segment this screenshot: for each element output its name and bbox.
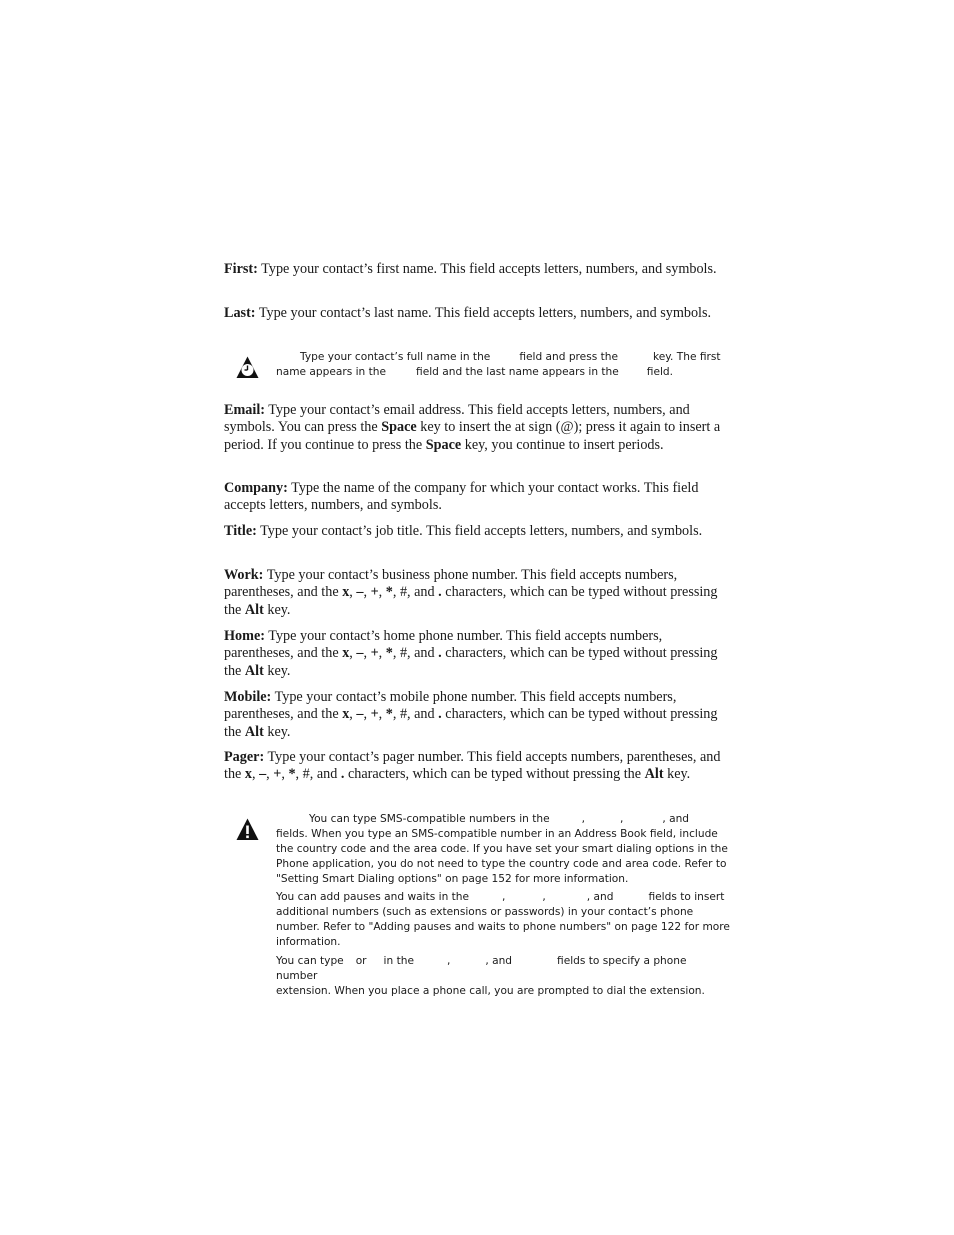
field-title: Title: Type your contact’s job title. This field accepts letters, numbers, and symbols. bbox=[224, 523, 703, 539]
field-home: Home: Type your contact’s home phone number. This field accepts numbers, parentheses, and the x, –, +, *, #, and . characters, which can be typed without pressing the Alt key. bbox=[224, 628, 718, 679]
warning-note-sms: You can type SMS-compatible numbers in the , , , and fields. When you type an SMS-compatible number in an Address Book field, include the country code and the area code. If you have set your smart dialing options in the Phone application, you do not need to type the country code and area code. Refer to "Setting Smart Dialing options" on page 152 for more information. bbox=[276, 813, 728, 885]
field-pager: Pager: Type your contact’s pager number. This field accepts numbers, parentheses, and the x, –, +, *, #, and . characters, which can be typed without pressing the Alt key. bbox=[224, 749, 721, 783]
warning-note-pauses: You can add pauses and waits in the , , , and fields to insert additional numbers (such as extensions or passwords) in your contact’s phone number. Refer to "Adding pauses and waits to phone numbers" on page 122 for more information. bbox=[276, 891, 730, 948]
field-email: Email: Type your contact’s email address. This field accepts letters, numbers, and symbols. You can press the Space key to insert the at sign (@); press it again to insert a period. If you continue to press the Space key, you continue to insert periods. bbox=[224, 402, 721, 453]
field-company: Company: Type the name of the company for which your contact works. This field accepts letters, numbers, and symbols. bbox=[224, 480, 699, 514]
field-mobile: Mobile: Type your contact’s mobile phone number. This field accepts numbers, parentheses, and the x, –, +, *, #, and . characters, which can be typed without pressing the Alt key. bbox=[224, 689, 718, 740]
warning-icon bbox=[235, 817, 260, 842]
field-last: Last: Type your contact’s last name. This field accepts letters, numbers, and symbols. bbox=[224, 305, 712, 321]
tip-note: Type your contact’s full name in the field and press the key. The first name appears in the field and the last name appears in the field. bbox=[276, 351, 721, 378]
clock-tip-icon bbox=[235, 355, 260, 380]
field-work: Work: Type your contact’s business phone number. This field accepts numbers, parentheses, and the x, –, +, *, #, and . characters, which can be typed without pressing the Alt key. bbox=[224, 567, 718, 618]
warning-note-extension: You can type or in the , , and fields to specify a phone number extension. When you place a phone call, you are prompted to dial the extension. bbox=[276, 955, 705, 997]
field-first: First: Type your contact’s first name. This field accepts letters, numbers, and symbols. bbox=[224, 261, 717, 277]
